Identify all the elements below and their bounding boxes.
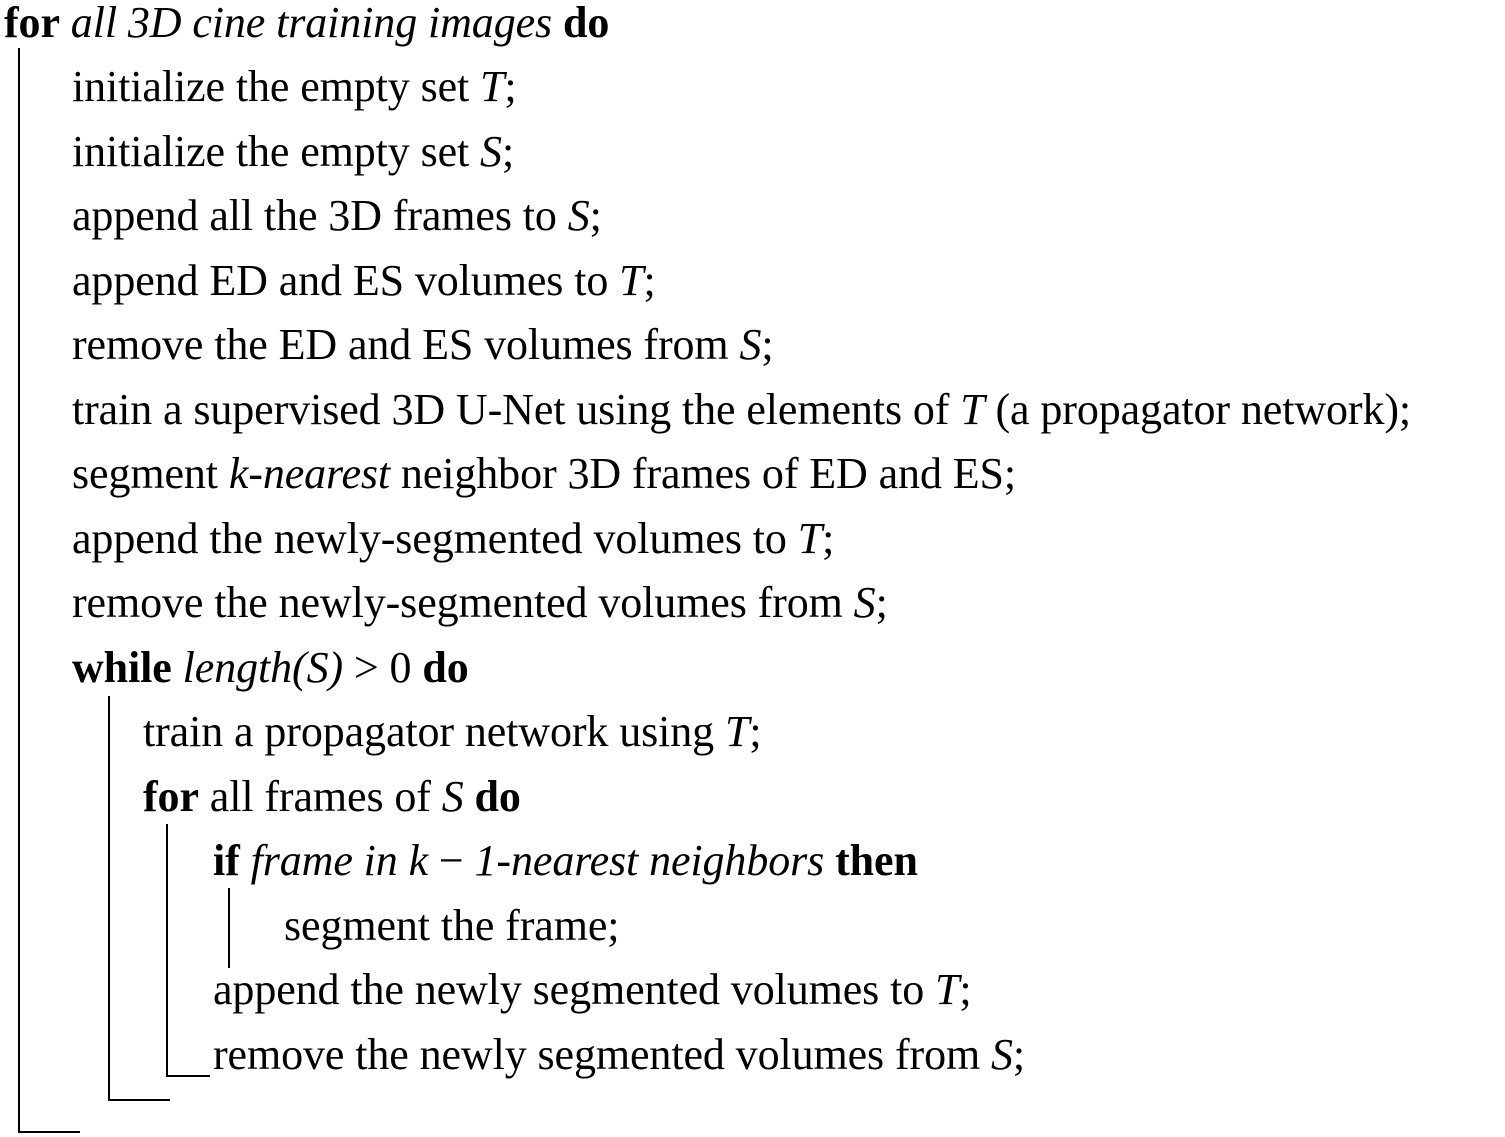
italic-term: k-nearest xyxy=(228,449,391,498)
line-text xyxy=(240,836,251,885)
line-text: all frames of xyxy=(198,772,442,821)
line-text: neighbor 3D frames of ED and ES; xyxy=(390,449,1017,498)
algo-line xyxy=(213,835,918,887)
italic-term: S xyxy=(991,1030,1013,1079)
line-text: remove the newly-segmented volumes from xyxy=(72,578,854,627)
italic-term: S xyxy=(739,320,762,369)
algo-line xyxy=(72,642,469,694)
algo-line xyxy=(72,384,1411,436)
line-text: ; xyxy=(875,578,888,627)
if-scope-bar xyxy=(228,888,230,968)
line-text xyxy=(60,0,71,47)
algo-line xyxy=(72,61,517,113)
line-text: append all the 3D frames to xyxy=(72,191,568,240)
italic-term: T xyxy=(797,514,823,563)
italic-term: S xyxy=(853,578,876,627)
inner-for-scope-bar xyxy=(166,824,168,1076)
line-text: ; xyxy=(749,707,762,756)
algo-line xyxy=(213,1029,1025,1081)
while-scope-end xyxy=(108,1099,170,1101)
algo-line xyxy=(72,126,514,178)
line-text: append the newly-segmented volumes to xyxy=(72,514,798,563)
algo-line xyxy=(143,706,761,758)
line-text: append ED and ES volumes to xyxy=(72,256,620,305)
algo-line xyxy=(72,513,834,565)
line-text: > 0 xyxy=(343,643,423,692)
keyword: then xyxy=(835,836,918,885)
italic-term: T xyxy=(480,62,505,111)
line-text: ; xyxy=(589,191,602,240)
line-text xyxy=(172,643,183,692)
algo-line xyxy=(4,0,609,49)
algo-line xyxy=(143,771,521,823)
italic-term: 1-nearest neighbors xyxy=(474,836,825,885)
italic-term: T xyxy=(724,707,750,756)
algo-line xyxy=(72,577,888,629)
line-text: ; xyxy=(501,127,515,176)
inner-for-scope-end xyxy=(166,1075,210,1077)
italic-term: S xyxy=(441,772,464,821)
line-text xyxy=(552,0,563,47)
line-text: ; xyxy=(643,256,656,305)
keyword: do xyxy=(562,0,610,47)
algo-line xyxy=(213,964,972,1016)
italic-term: length(S) xyxy=(182,643,344,692)
line-text: train a propagator network using xyxy=(143,707,725,756)
for-scope-bar xyxy=(18,48,20,1132)
keyword: for xyxy=(143,772,199,821)
algo-line xyxy=(72,190,602,242)
keyword: for xyxy=(4,0,60,47)
line-text: train a supervised 3D U-Net using the elements of xyxy=(72,385,961,434)
line-text: initialize the empty set xyxy=(72,62,481,111)
while-scope-bar xyxy=(108,696,110,1100)
italic-term: T xyxy=(619,256,644,305)
line-text: ; xyxy=(504,62,517,111)
line-text: ; xyxy=(959,965,972,1014)
keyword: while xyxy=(72,643,172,692)
line-text: ; xyxy=(761,320,774,369)
keyword: do xyxy=(474,772,521,821)
italic-term: T xyxy=(935,965,960,1014)
line-text: ; xyxy=(1012,1030,1026,1079)
line-text: − xyxy=(428,836,475,885)
keyword: do xyxy=(422,643,469,692)
italic-term: frame in k xyxy=(250,836,429,885)
line-text: initialize the empty set xyxy=(72,127,481,176)
line-text xyxy=(464,772,475,821)
algo-line xyxy=(72,448,1016,500)
algo-line xyxy=(72,255,656,307)
italic-term: T xyxy=(960,385,985,434)
line-text: ; xyxy=(822,514,835,563)
line-text: append the newly segmented volumes to xyxy=(213,965,936,1014)
keyword: if xyxy=(213,836,240,885)
line-text: segment the frame; xyxy=(284,901,620,950)
italic-term: S xyxy=(567,191,590,240)
line-text: (a propagator network); xyxy=(984,385,1412,434)
line-text: remove the newly segmented volumes from xyxy=(213,1030,992,1079)
italic-term: S xyxy=(480,127,502,176)
algo-line xyxy=(284,900,619,952)
line-text xyxy=(824,836,835,885)
line-text: remove the ED and ES volumes from xyxy=(72,320,740,369)
algo-line xyxy=(72,319,773,371)
italic-term: all 3D cine training images xyxy=(70,0,553,47)
for-scope-end xyxy=(18,1131,80,1133)
line-text: segment xyxy=(72,449,229,498)
